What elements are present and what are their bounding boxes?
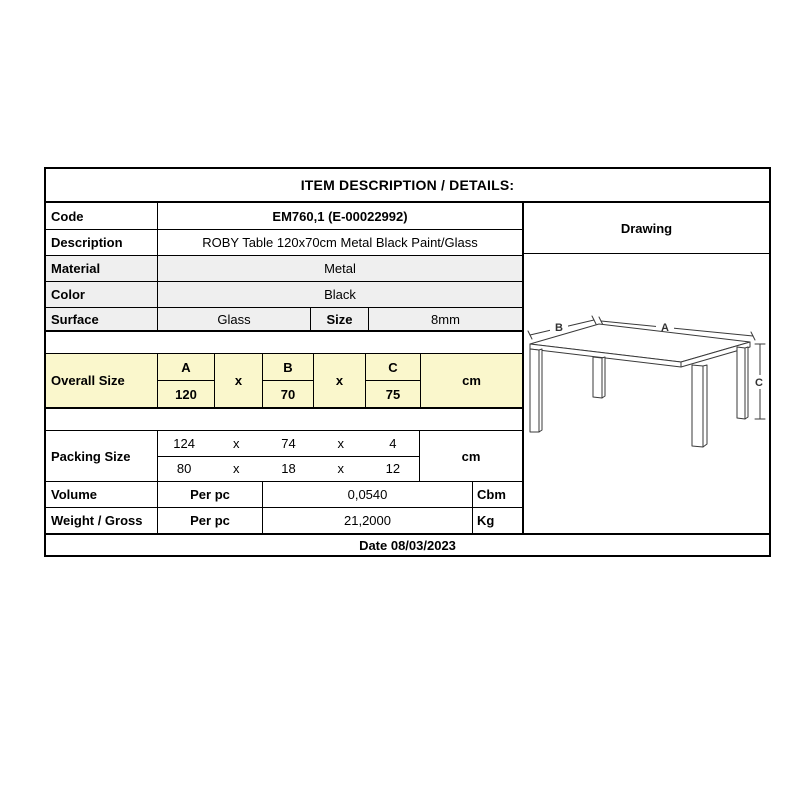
dim-b-label: B xyxy=(555,322,563,334)
row-volume xyxy=(46,482,522,508)
code-value: EM760,1 (E-00022992) xyxy=(272,208,408,224)
overall-dim-a xyxy=(158,354,215,407)
dim-c-label: C xyxy=(755,377,763,389)
overall-dim-b-value: 70 xyxy=(280,386,296,402)
packing-row-2: 80 x 18 x 12 xyxy=(176,461,401,477)
material-label: Material xyxy=(46,256,158,281)
color-value: Black xyxy=(324,287,356,302)
overall-dim-a-letter: A xyxy=(158,354,214,381)
row-material xyxy=(46,256,522,282)
overall-dim-b-letter: B xyxy=(263,354,313,381)
description-label: Description xyxy=(46,230,158,255)
packing-size-unit: cm xyxy=(461,448,481,464)
dim-a-label: A xyxy=(661,322,669,334)
material-value: Metal xyxy=(324,261,356,276)
volume-basis: Per pc xyxy=(158,482,263,507)
row-packing-size xyxy=(46,431,522,482)
spec-rows-region xyxy=(46,203,522,533)
row-code xyxy=(46,203,522,230)
overall-separator-2: x xyxy=(314,354,366,407)
row-description xyxy=(46,230,522,256)
weight-basis: Per pc xyxy=(158,508,263,533)
packing-size-values xyxy=(158,431,420,481)
overall-dim-c xyxy=(366,354,421,407)
volume-unit: Cbm xyxy=(477,487,506,502)
weight-value: 21,2000 xyxy=(263,508,473,533)
volume-label: Volume xyxy=(46,482,158,507)
overall-size-unit: cm xyxy=(462,373,481,388)
overall-size-label: Overall Size xyxy=(46,354,158,407)
sheet-title: ITEM DESCRIPTION / DETAILS: xyxy=(46,169,769,203)
color-label: Color xyxy=(46,282,158,307)
weight-label: Weight / Gross xyxy=(46,508,158,533)
size-label: Size xyxy=(311,308,369,330)
table-sketch-image xyxy=(524,254,769,532)
row-surface xyxy=(46,308,522,332)
overall-separator-1: x xyxy=(215,354,263,407)
description-value: ROBY Table 120x70cm Metal Black Paint/Glass xyxy=(202,235,478,250)
table-drawing xyxy=(524,254,769,532)
row-weight xyxy=(46,508,522,533)
date-footer: Date 08/03/2023 xyxy=(46,533,769,555)
packing-row-1: 124 x 74 x 4 xyxy=(158,431,419,457)
row-color xyxy=(46,282,522,308)
code-label: Code xyxy=(46,203,158,229)
overall-dim-a-value: 120 xyxy=(175,386,197,402)
overall-dim-c-value: 75 xyxy=(385,386,401,402)
surface-label: Surface xyxy=(46,308,158,330)
packing-size-label: Packing Size xyxy=(46,431,158,481)
weight-unit: Kg xyxy=(477,513,495,528)
spacer-row-2 xyxy=(46,409,522,431)
row-overall-size xyxy=(46,354,522,409)
overall-dim-c-letter: C xyxy=(366,354,420,381)
spacer-row-1 xyxy=(46,332,522,354)
size-value: 8mm xyxy=(431,311,460,327)
spec-sheet-table xyxy=(44,167,771,557)
volume-value: 0,0540 xyxy=(263,482,473,507)
overall-dim-b xyxy=(263,354,314,407)
drawing-title: Drawing xyxy=(524,203,769,254)
surface-value: Glass xyxy=(158,308,311,330)
drawing-column xyxy=(522,203,769,533)
